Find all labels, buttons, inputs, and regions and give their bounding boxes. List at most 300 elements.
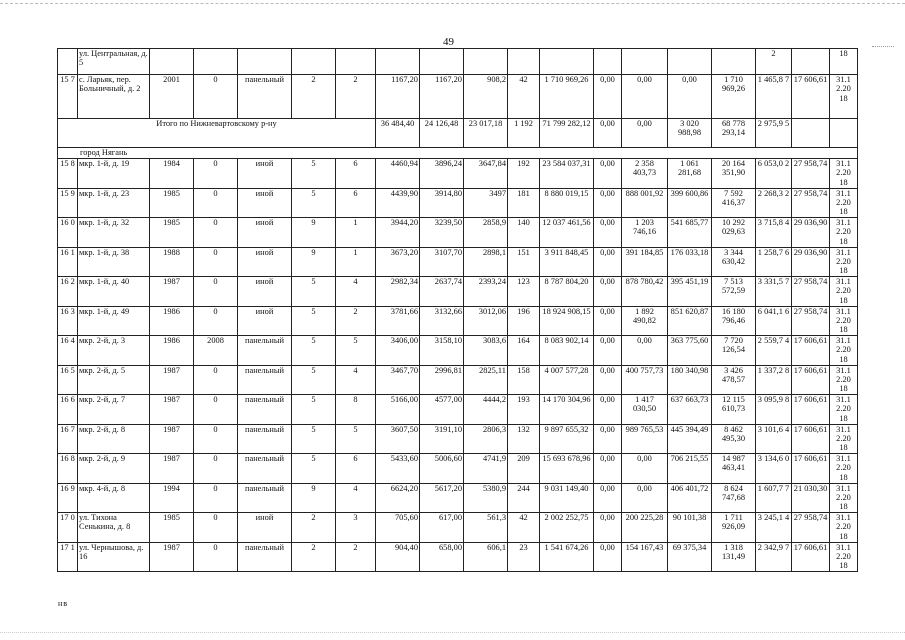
cell-sum-regional: 1 203 746,16: [622, 218, 668, 248]
cell-number: 16 2: [58, 277, 78, 307]
cell-sum-regional: 200 225,28: [622, 513, 668, 543]
cell-limit-cost: 29 036,90: [792, 218, 830, 248]
cell-sum-fund: 0,00: [594, 454, 622, 484]
table-row: [58, 365, 858, 395]
table-row: [58, 306, 858, 336]
cell-wall-material: панельный: [238, 395, 292, 425]
cell-entrances: 3: [336, 513, 376, 543]
cell-limit-cost: [792, 49, 830, 75]
cell-unit-cost: 2 559,7 4: [756, 336, 792, 366]
cell-entrances: 6: [336, 188, 376, 218]
cell-sum-municipal: 541 685,77: [668, 218, 712, 248]
cell-sum-owners: 3 426 478,57: [712, 365, 756, 395]
cell-completion-date: 18: [830, 49, 858, 75]
cell-floors: 5: [292, 365, 336, 395]
cell-limit-cost: 29 036,90: [792, 247, 830, 277]
cell-sum-municipal: 0,00: [668, 75, 712, 119]
cell-sum-total: 1 541 674,26: [540, 542, 594, 572]
cell-sum-regional: 154 167,43: [622, 542, 668, 572]
cell-area-residential: 3012,06: [464, 306, 508, 336]
cell-reconstruction-year: [194, 49, 238, 75]
table-row: [58, 513, 858, 543]
cell-year: 1994: [150, 483, 194, 513]
cell-reconstruction-year: 0: [194, 483, 238, 513]
cell-wall-material: панельный: [238, 483, 292, 513]
cell-sum-owners: 8 624 747,68: [712, 483, 756, 513]
cell-year: 1985: [150, 188, 194, 218]
cell-entrances: 6: [336, 454, 376, 484]
cell-number: 17 0: [58, 513, 78, 543]
cell-sum-owners: 16 180 796,46: [712, 306, 756, 336]
cell-number: 15 8: [58, 159, 78, 189]
cell-floors: 5: [292, 188, 336, 218]
cell-area-total: 3406,00: [376, 336, 420, 366]
cell-address: мкр. 2-й, д. 9: [78, 454, 150, 484]
cell-area-total: 1167,20: [376, 75, 420, 119]
cell-floors: 2: [292, 75, 336, 119]
cell-area-total: 3944,20: [376, 218, 420, 248]
cell-reconstruction-year: 0: [194, 395, 238, 425]
cell-wall-material: иной: [238, 159, 292, 189]
cell-number: 15 7: [58, 75, 78, 119]
cell-residents: 42: [508, 513, 540, 543]
cell-sum-fund: 0,00: [594, 277, 622, 307]
cell-sum-fund: 0,00: [594, 395, 622, 425]
cell-completion-date: 31.1 2.20 18: [830, 188, 858, 218]
cell-section-title: город Нягань: [58, 148, 858, 159]
table-row: [58, 218, 858, 248]
cell-floors: 2: [292, 542, 336, 572]
cell-reconstruction-year: 2008: [194, 336, 238, 366]
cell-limit-cost: 17 606,61: [792, 75, 830, 119]
cell-completion-date: 31.1 2.20 18: [830, 75, 858, 119]
cell-sum-municipal: 1 061 281,68: [668, 159, 712, 189]
cell-area-total: 705,60: [376, 513, 420, 543]
cell-area-total: 3607,50: [376, 424, 420, 454]
cell-wall-material: иной: [238, 247, 292, 277]
cell-area-total: 904,40: [376, 542, 420, 572]
cell-sum-regional: 0,00: [622, 75, 668, 119]
cell-sum-fund: 0,00: [594, 119, 622, 148]
cell-limit-cost: 27 958,74: [792, 513, 830, 543]
cell-entrances: 4: [336, 483, 376, 513]
cell-area-premises: 4577,00: [420, 395, 464, 425]
cell-limit-cost: 17 606,61: [792, 542, 830, 572]
cell-sum-fund: 0,00: [594, 365, 622, 395]
cell-sum-owners: 68 778 293,14: [712, 119, 756, 148]
cell-sum-fund: 0,00: [594, 424, 622, 454]
cell-area-total: 3673,20: [376, 247, 420, 277]
cell-sum-total: 9 897 655,32: [540, 424, 594, 454]
cell-sum-total: 8 880 019,15: [540, 188, 594, 218]
cell-sum-fund: [594, 49, 622, 75]
cell-floors: 5: [292, 424, 336, 454]
cell-entrances: 6: [336, 159, 376, 189]
cell-sum-owners: 1 711 926,09: [712, 513, 756, 543]
cell-area-total: 36 484,40: [376, 119, 420, 148]
cell-area-residential: 561,3: [464, 513, 508, 543]
cell-sum-total: 12 037 461,56: [540, 218, 594, 248]
cell-floors: 5: [292, 277, 336, 307]
cell-unit-cost: 2 342,9 7: [756, 542, 792, 572]
cell-address: мкр. 1-й, д. 38: [78, 247, 150, 277]
cell-completion-date: 31.1 2.20 18: [830, 513, 858, 543]
cell-area-residential: 23 017,18: [464, 119, 508, 148]
cell-floors: 9: [292, 483, 336, 513]
cell-year: 1987: [150, 424, 194, 454]
cell-wall-material: панельный: [238, 542, 292, 572]
cell-sum-fund: 0,00: [594, 336, 622, 366]
cell-area-total: [376, 49, 420, 75]
cell-area-premises: 658,00: [420, 542, 464, 572]
cell-residents: 196: [508, 306, 540, 336]
cell-area-total: 4460,94: [376, 159, 420, 189]
cell-unit-cost: 6 041,1 6: [756, 306, 792, 336]
cell-sum-fund: 0,00: [594, 159, 622, 189]
cell-year: 1986: [150, 306, 194, 336]
cell-area-premises: 3191,10: [420, 424, 464, 454]
cell-limit-cost: 17 606,61: [792, 365, 830, 395]
cell-sum-fund: 0,00: [594, 306, 622, 336]
cell-number: 16 3: [58, 306, 78, 336]
cell-residents: 151: [508, 247, 540, 277]
cell-completion-date: 31.1 2.20 18: [830, 424, 858, 454]
cell-entrances: 5: [336, 336, 376, 366]
cell-sum-total: [540, 49, 594, 75]
cell-area-residential: 3083,6: [464, 336, 508, 366]
cell-year: 1984: [150, 159, 194, 189]
cell-entrances: 2: [336, 306, 376, 336]
cell-sum-total: 3 911 848,45: [540, 247, 594, 277]
cell-sum-total: 4 007 577,28: [540, 365, 594, 395]
cell-area-residential: 2825,11: [464, 365, 508, 395]
cell-entrances: 1: [336, 247, 376, 277]
cell-completion-date: 31.1 2.20 18: [830, 542, 858, 572]
footer-mark: нв: [58, 599, 69, 608]
cell-sum-municipal: 69 375,34: [668, 542, 712, 572]
cell-address: с. Ларьяк, пер. Больничный, д. 2: [78, 75, 150, 119]
cell-unit-cost: 1 337,2 8: [756, 365, 792, 395]
cell-entrances: [336, 49, 376, 75]
cell-area-premises: 1167,20: [420, 75, 464, 119]
cell-sum-owners: 14 987 463,41: [712, 454, 756, 484]
table-row: [58, 247, 858, 277]
cell-entrances: 4: [336, 277, 376, 307]
cell-sum-total: 15 693 678,96: [540, 454, 594, 484]
page-number: 49: [443, 36, 454, 48]
cell-address: ул. Центральная, д. 5: [78, 49, 150, 75]
cell-unit-cost: 3 331,5 7: [756, 277, 792, 307]
cell-wall-material: иной: [238, 218, 292, 248]
cell-sum-municipal: 395 451,19: [668, 277, 712, 307]
table-row: [58, 395, 858, 425]
cell-area-premises: 5617,20: [420, 483, 464, 513]
subtotal-row: [58, 119, 858, 148]
cell-area-premises: 2996,81: [420, 365, 464, 395]
cell-unit-cost: 3 101,6 4: [756, 424, 792, 454]
cell-completion-date: 31.1 2.20 18: [830, 159, 858, 189]
cell-number: 16 5: [58, 365, 78, 395]
cell-sum-regional: 989 765,53: [622, 424, 668, 454]
cell-sum-municipal: 851 620,87: [668, 306, 712, 336]
cell-wall-material: панельный: [238, 336, 292, 366]
cell-area-total: 5166,00: [376, 395, 420, 425]
cell-area-residential: 3497: [464, 188, 508, 218]
cell-floors: 5: [292, 306, 336, 336]
cell-completion-date: 31.1 2.20 18: [830, 454, 858, 484]
cell-area-residential: 2806,3: [464, 424, 508, 454]
cell-residents: 42: [508, 75, 540, 119]
cell-sum-owners: 8 462 495,30: [712, 424, 756, 454]
cell-wall-material: иной: [238, 277, 292, 307]
cell-number: 16 6: [58, 395, 78, 425]
cell-sum-fund: 0,00: [594, 247, 622, 277]
cell-sum-regional: 2 358 403,73: [622, 159, 668, 189]
cell-floors: 5: [292, 336, 336, 366]
section-header-row: [58, 148, 858, 159]
cell-sum-regional: 0,00: [622, 119, 668, 148]
cell-residents: 158: [508, 365, 540, 395]
cell-number: 15 9: [58, 188, 78, 218]
cell-reconstruction-year: 0: [194, 454, 238, 484]
cell-sum-regional: 0,00: [622, 336, 668, 366]
cell-year: 2001: [150, 75, 194, 119]
cell-area-residential: 606,1: [464, 542, 508, 572]
cell-year: 1987: [150, 542, 194, 572]
cell-reconstruction-year: 0: [194, 75, 238, 119]
cell-sum-regional: 391 184,85: [622, 247, 668, 277]
cell-sum-municipal: 399 600,86: [668, 188, 712, 218]
cell-limit-cost: 21 030,30: [792, 483, 830, 513]
cell-floors: 5: [292, 454, 336, 484]
cell-area-premises: 5006,60: [420, 454, 464, 484]
cell-sum-owners: 12 115 610,73: [712, 395, 756, 425]
cell-sum-municipal: 3 020 988,98: [668, 119, 712, 148]
cell-unit-cost: 1 465,8 7: [756, 75, 792, 119]
cell-completion-date: 31.1 2.20 18: [830, 483, 858, 513]
cell-address: мкр. 2-й, д. 3: [78, 336, 150, 366]
cell-wall-material: панельный: [238, 424, 292, 454]
cell-area-premises: 3239,50: [420, 218, 464, 248]
cell-year: 1987: [150, 365, 194, 395]
cell-sum-fund: 0,00: [594, 542, 622, 572]
cell-year: [150, 49, 194, 75]
cell-floors: 9: [292, 247, 336, 277]
cell-floors: 9: [292, 218, 336, 248]
cell-unit-cost: 6 053,0 2: [756, 159, 792, 189]
cell-limit-cost: 17 606,61: [792, 336, 830, 366]
cell-unit-cost: 3 715,8 4: [756, 218, 792, 248]
cell-number: 16 8: [58, 454, 78, 484]
cell-unit-cost: 1 258,7 6: [756, 247, 792, 277]
cell-unit-cost: 2 268,3 2: [756, 188, 792, 218]
cell-wall-material: панельный: [238, 454, 292, 484]
cell-sum-owners: 1 318 131,49: [712, 542, 756, 572]
cell-reconstruction-year: 0: [194, 365, 238, 395]
cell-year: 1987: [150, 454, 194, 484]
cell-sum-regional: 1 417 030,50: [622, 395, 668, 425]
cell-sum-municipal: [668, 49, 712, 75]
scan-margin-mark: [872, 46, 894, 47]
cell-residents: 23: [508, 542, 540, 572]
cell-entrances: 5: [336, 424, 376, 454]
housing-register-table: [57, 48, 858, 572]
cell-residents: 192: [508, 159, 540, 189]
cell-address: мкр. 1-й, д. 32: [78, 218, 150, 248]
cell-entrances: 2: [336, 75, 376, 119]
cell-year: 1988: [150, 247, 194, 277]
cell-area-total: 2982,34: [376, 277, 420, 307]
table-row: [58, 188, 858, 218]
cell-limit-cost: [792, 119, 830, 148]
cell-area-premises: 3158,10: [420, 336, 464, 366]
cell-reconstruction-year: 0: [194, 159, 238, 189]
cell-sum-municipal: 406 401,72: [668, 483, 712, 513]
cell-reconstruction-year: 0: [194, 247, 238, 277]
cell-sum-municipal: 363 775,60: [668, 336, 712, 366]
table-row: [58, 483, 858, 513]
cell-sum-regional: 0,00: [622, 454, 668, 484]
cell-completion-date: 31.1 2.20 18: [830, 277, 858, 307]
cell-sum-municipal: 180 340,98: [668, 365, 712, 395]
cell-area-premises: 3896,24: [420, 159, 464, 189]
cell-completion-date: [830, 119, 858, 148]
cell-sum-municipal: 445 394,49: [668, 424, 712, 454]
cell-area-total: 3467,70: [376, 365, 420, 395]
cell-sum-regional: 878 780,42: [622, 277, 668, 307]
cell-wall-material: иной: [238, 188, 292, 218]
cell-sum-total: 2 002 252,75: [540, 513, 594, 543]
cell-sum-owners: [712, 49, 756, 75]
cell-year: 1987: [150, 395, 194, 425]
cell-year: 1986: [150, 336, 194, 366]
cell-area-residential: 908,2: [464, 75, 508, 119]
cell-sum-municipal: 706 215,55: [668, 454, 712, 484]
cell-area-residential: 4741,9: [464, 454, 508, 484]
cell-sum-municipal: 637 663,73: [668, 395, 712, 425]
cell-limit-cost: 17 606,61: [792, 454, 830, 484]
cell-residents: 193: [508, 395, 540, 425]
cell-address: ул. Тихона Сенькина, д. 8: [78, 513, 150, 543]
cell-sum-owners: 10 292 029,63: [712, 218, 756, 248]
cell-sum-fund: 0,00: [594, 188, 622, 218]
cell-residents: 181: [508, 188, 540, 218]
cell-area-residential: [464, 49, 508, 75]
cell-reconstruction-year: 0: [194, 542, 238, 572]
cell-reconstruction-year: 0: [194, 306, 238, 336]
cell-completion-date: 31.1 2.20 18: [830, 365, 858, 395]
cell-sum-owners: 7 592 416,37: [712, 188, 756, 218]
cell-area-premises: 3107,70: [420, 247, 464, 277]
cell-unit-cost: 3 095,9 8: [756, 395, 792, 425]
cell-reconstruction-year: 0: [194, 277, 238, 307]
cell-sum-owners: 20 164 351,90: [712, 159, 756, 189]
cell-sum-regional: 0,00: [622, 483, 668, 513]
cell-sum-regional: [622, 49, 668, 75]
cell-sum-owners: 7 720 126,54: [712, 336, 756, 366]
cell-wall-material: [238, 49, 292, 75]
cell-limit-cost: 27 958,74: [792, 306, 830, 336]
table-row: [58, 542, 858, 572]
cell-wall-material: панельный: [238, 75, 292, 119]
cell-completion-date: 31.1 2.20 18: [830, 336, 858, 366]
cell-entrances: 1: [336, 218, 376, 248]
cell-sum-total: 18 924 908,15: [540, 306, 594, 336]
cell-limit-cost: 17 606,61: [792, 395, 830, 425]
cell-area-residential: 4444,2: [464, 395, 508, 425]
cell-area-premises: [420, 49, 464, 75]
cell-floors: [292, 49, 336, 75]
cell-residents: 164: [508, 336, 540, 366]
cell-limit-cost: 17 606,61: [792, 424, 830, 454]
cell-wall-material: иной: [238, 513, 292, 543]
cell-floors: 2: [292, 513, 336, 543]
cell-unit-cost: 2: [756, 49, 792, 75]
cell-entrances: 4: [336, 365, 376, 395]
cell-floors: 5: [292, 159, 336, 189]
cell-sum-owners: 1 710 969,26: [712, 75, 756, 119]
cell-address: мкр. 2-й, д. 5: [78, 365, 150, 395]
cell-sum-regional: 888 001,92: [622, 188, 668, 218]
cell-entrances: 8: [336, 395, 376, 425]
cell-sum-regional: 400 757,73: [622, 365, 668, 395]
cell-sum-municipal: 90 101,38: [668, 513, 712, 543]
cell-area-premises: 24 126,48: [420, 119, 464, 148]
cell-sum-fund: 0,00: [594, 75, 622, 119]
cell-sum-owners: 7 513 572,59: [712, 277, 756, 307]
cell-address: мкр. 1-й, д. 23: [78, 188, 150, 218]
cell-entrances: 2: [336, 542, 376, 572]
cell-reconstruction-year: 0: [194, 424, 238, 454]
cell-area-residential: 2858,9: [464, 218, 508, 248]
cell-residents: 1 192: [508, 119, 540, 148]
cell-sum-total: 14 170 304,96: [540, 395, 594, 425]
cell-sum-total: 8 083 902,14: [540, 336, 594, 366]
cell-limit-cost: 27 958,74: [792, 277, 830, 307]
cell-number: [58, 49, 78, 75]
cell-residents: 140: [508, 218, 540, 248]
cell-sum-fund: 0,00: [594, 483, 622, 513]
cell-number: 16 1: [58, 247, 78, 277]
cell-residents: 123: [508, 277, 540, 307]
cell-address: мкр. 1-й, д. 19: [78, 159, 150, 189]
cell-area-residential: 5380,9: [464, 483, 508, 513]
cell-address: мкр. 1-й, д. 49: [78, 306, 150, 336]
table-row: [58, 75, 858, 119]
cell-year: 1985: [150, 513, 194, 543]
cell-sum-municipal: 176 033,18: [668, 247, 712, 277]
cell-number: 16 4: [58, 336, 78, 366]
cell-unit-cost: 3 245,1 4: [756, 513, 792, 543]
cell-area-residential: 3647,84: [464, 159, 508, 189]
cell-reconstruction-year: 0: [194, 218, 238, 248]
cell-number: 16 7: [58, 424, 78, 454]
cell-area-premises: 617,00: [420, 513, 464, 543]
table-body: [58, 49, 858, 572]
cell-area-residential: 2898,1: [464, 247, 508, 277]
cell-residents: 132: [508, 424, 540, 454]
cell-sum-total: 71 799 282,12: [540, 119, 594, 148]
cell-reconstruction-year: 0: [194, 513, 238, 543]
cell-residents: 209: [508, 454, 540, 484]
cell-completion-date: 31.1 2.20 18: [830, 247, 858, 277]
table-row: [58, 424, 858, 454]
cell-number: 16 0: [58, 218, 78, 248]
cell-unit-cost: 2 975,9 5: [756, 119, 792, 148]
cell-limit-cost: 27 958,74: [792, 159, 830, 189]
cell-address: мкр. 1-й, д. 40: [78, 277, 150, 307]
cell-completion-date: 31.1 2.20 18: [830, 218, 858, 248]
